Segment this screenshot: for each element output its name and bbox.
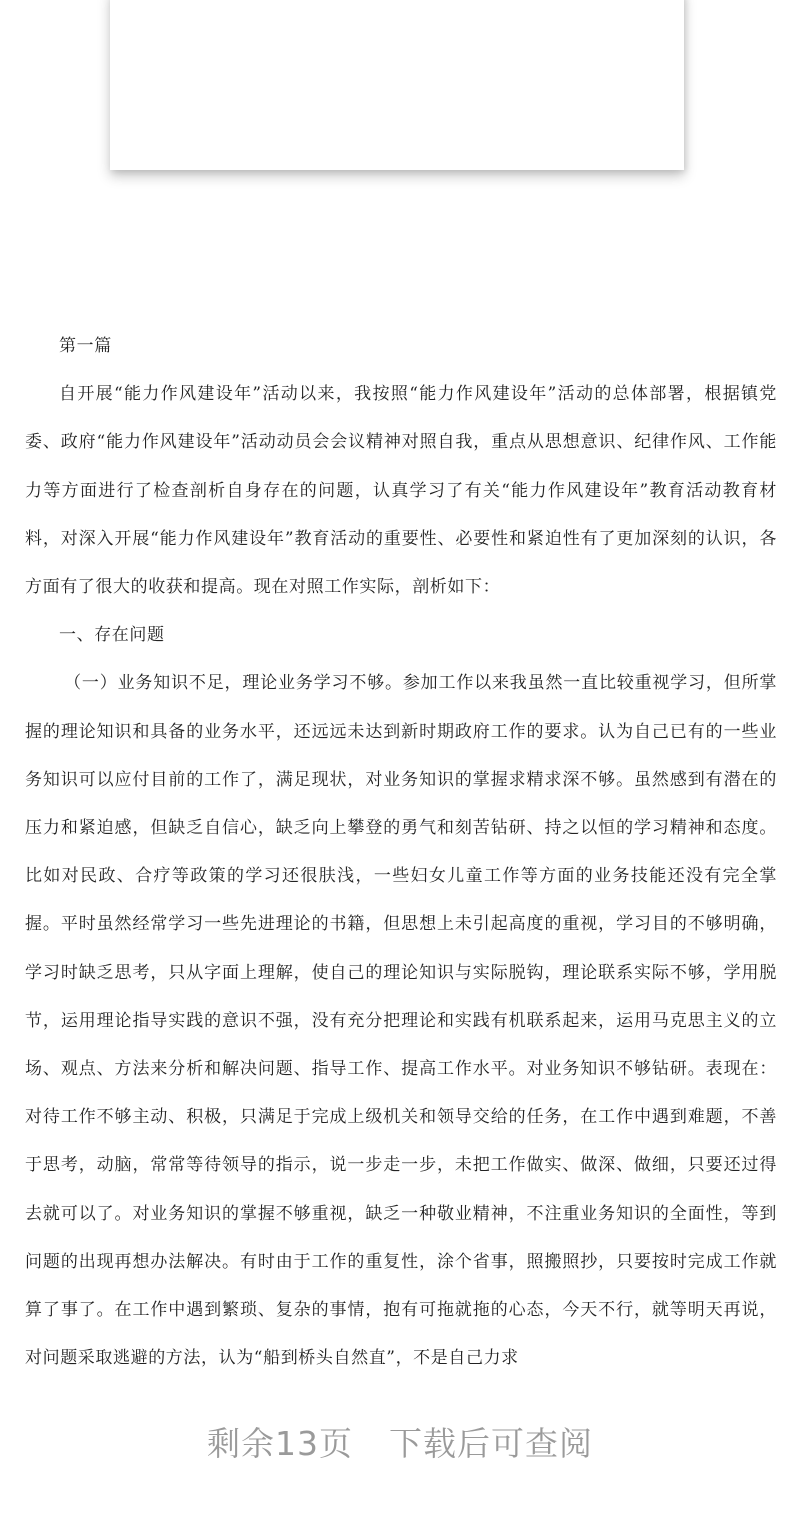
remaining-pages-label: 剩余13页: [207, 1424, 353, 1463]
heading-existing-problems: 一、存在问题: [59, 625, 165, 646]
download-hint-label: 下载后可查阅: [389, 1424, 593, 1463]
previous-page-preview: [110, 0, 684, 170]
download-prompt[interactable]: [0, 1418, 800, 1465]
intro-paragraph: 自开展“能力作风建设年”活动以来，我按照“能力作风建设年”活动的总体部署，根据镇党委、政府“能力作风建设年”活动动员会会议精神对照自我，重点从思想意识、纪律作风、工作能力等方面进行了检查剖析自身存在的问题，认真学习了有关“能力作风建设年”教育活动教育材料，对深入开展“能力作风建设年”教育活动的重要性、必要性和紧迫性有了更加深刻的认识，各方面有了很大的收获和提高。现在对照工作实际，剖析如下：: [25, 384, 777, 598]
paragraph-business-knowledge: （一）业务知识不足，理论业务学习不够。参加工作以来我虽然一直比较重视学习，但所掌握的理论知识和具备的业务水平，还远远未达到新时期政府工作的要求。认为自己已有的一些业务知识可以应付目前的工作了，满足现状，对业务知识的掌握求精求深不够。虽然感到有潜在的压力和紧迫感，但缺乏自信心，缺乏向上攀登的勇气和刻苦钻研、持之以恒的学习精神和态度。比如对民政、合疗等政策的学习还很肤浅，一些妇女儿童工作等方面的业务技能还没有完全掌握。平时虽然经常学习一些先进理论的书籍，但思想上未引起高度的重视，学习目的不够明确，学习时缺乏思考，只从字面上理解，使自己的理论知识与实际脱钩，理论联系实际不够，学用脱节，运用理论指导实践的意识不强，没有充分把理论和实践有机联系起来，运用马克思主义的立场、观点、方法来分析和解决问题、指导工作、提高工作水平。对业务知识不够钻研。表现在：对待工作不够主动、积极，只满足于完成上级机关和领导交给的任务，在工作中遇到难题，不善于思考，动脑，常常等待领导的指示，说一步走一步，未把工作做实、做深、做细，只要还过得去就可以了。对业务知识的掌握不够重视，缺乏一种敬业精神，不注重业务知识的全面性，等到问题的出现再想办法解决。有时由于工作的重复性，涂个省事，照搬照抄，只要按时完成工作就算了事了。在工作中遇到繁琐、复杂的事情，抱有可拖就拖的心态，今天不行，就等明天再说，对问题采取逃避的方法，认为“船到桥头自然直”，不是自己力求: [25, 673, 777, 1369]
section-title: 第一篇: [59, 336, 112, 356]
document-body: [25, 322, 777, 1382]
